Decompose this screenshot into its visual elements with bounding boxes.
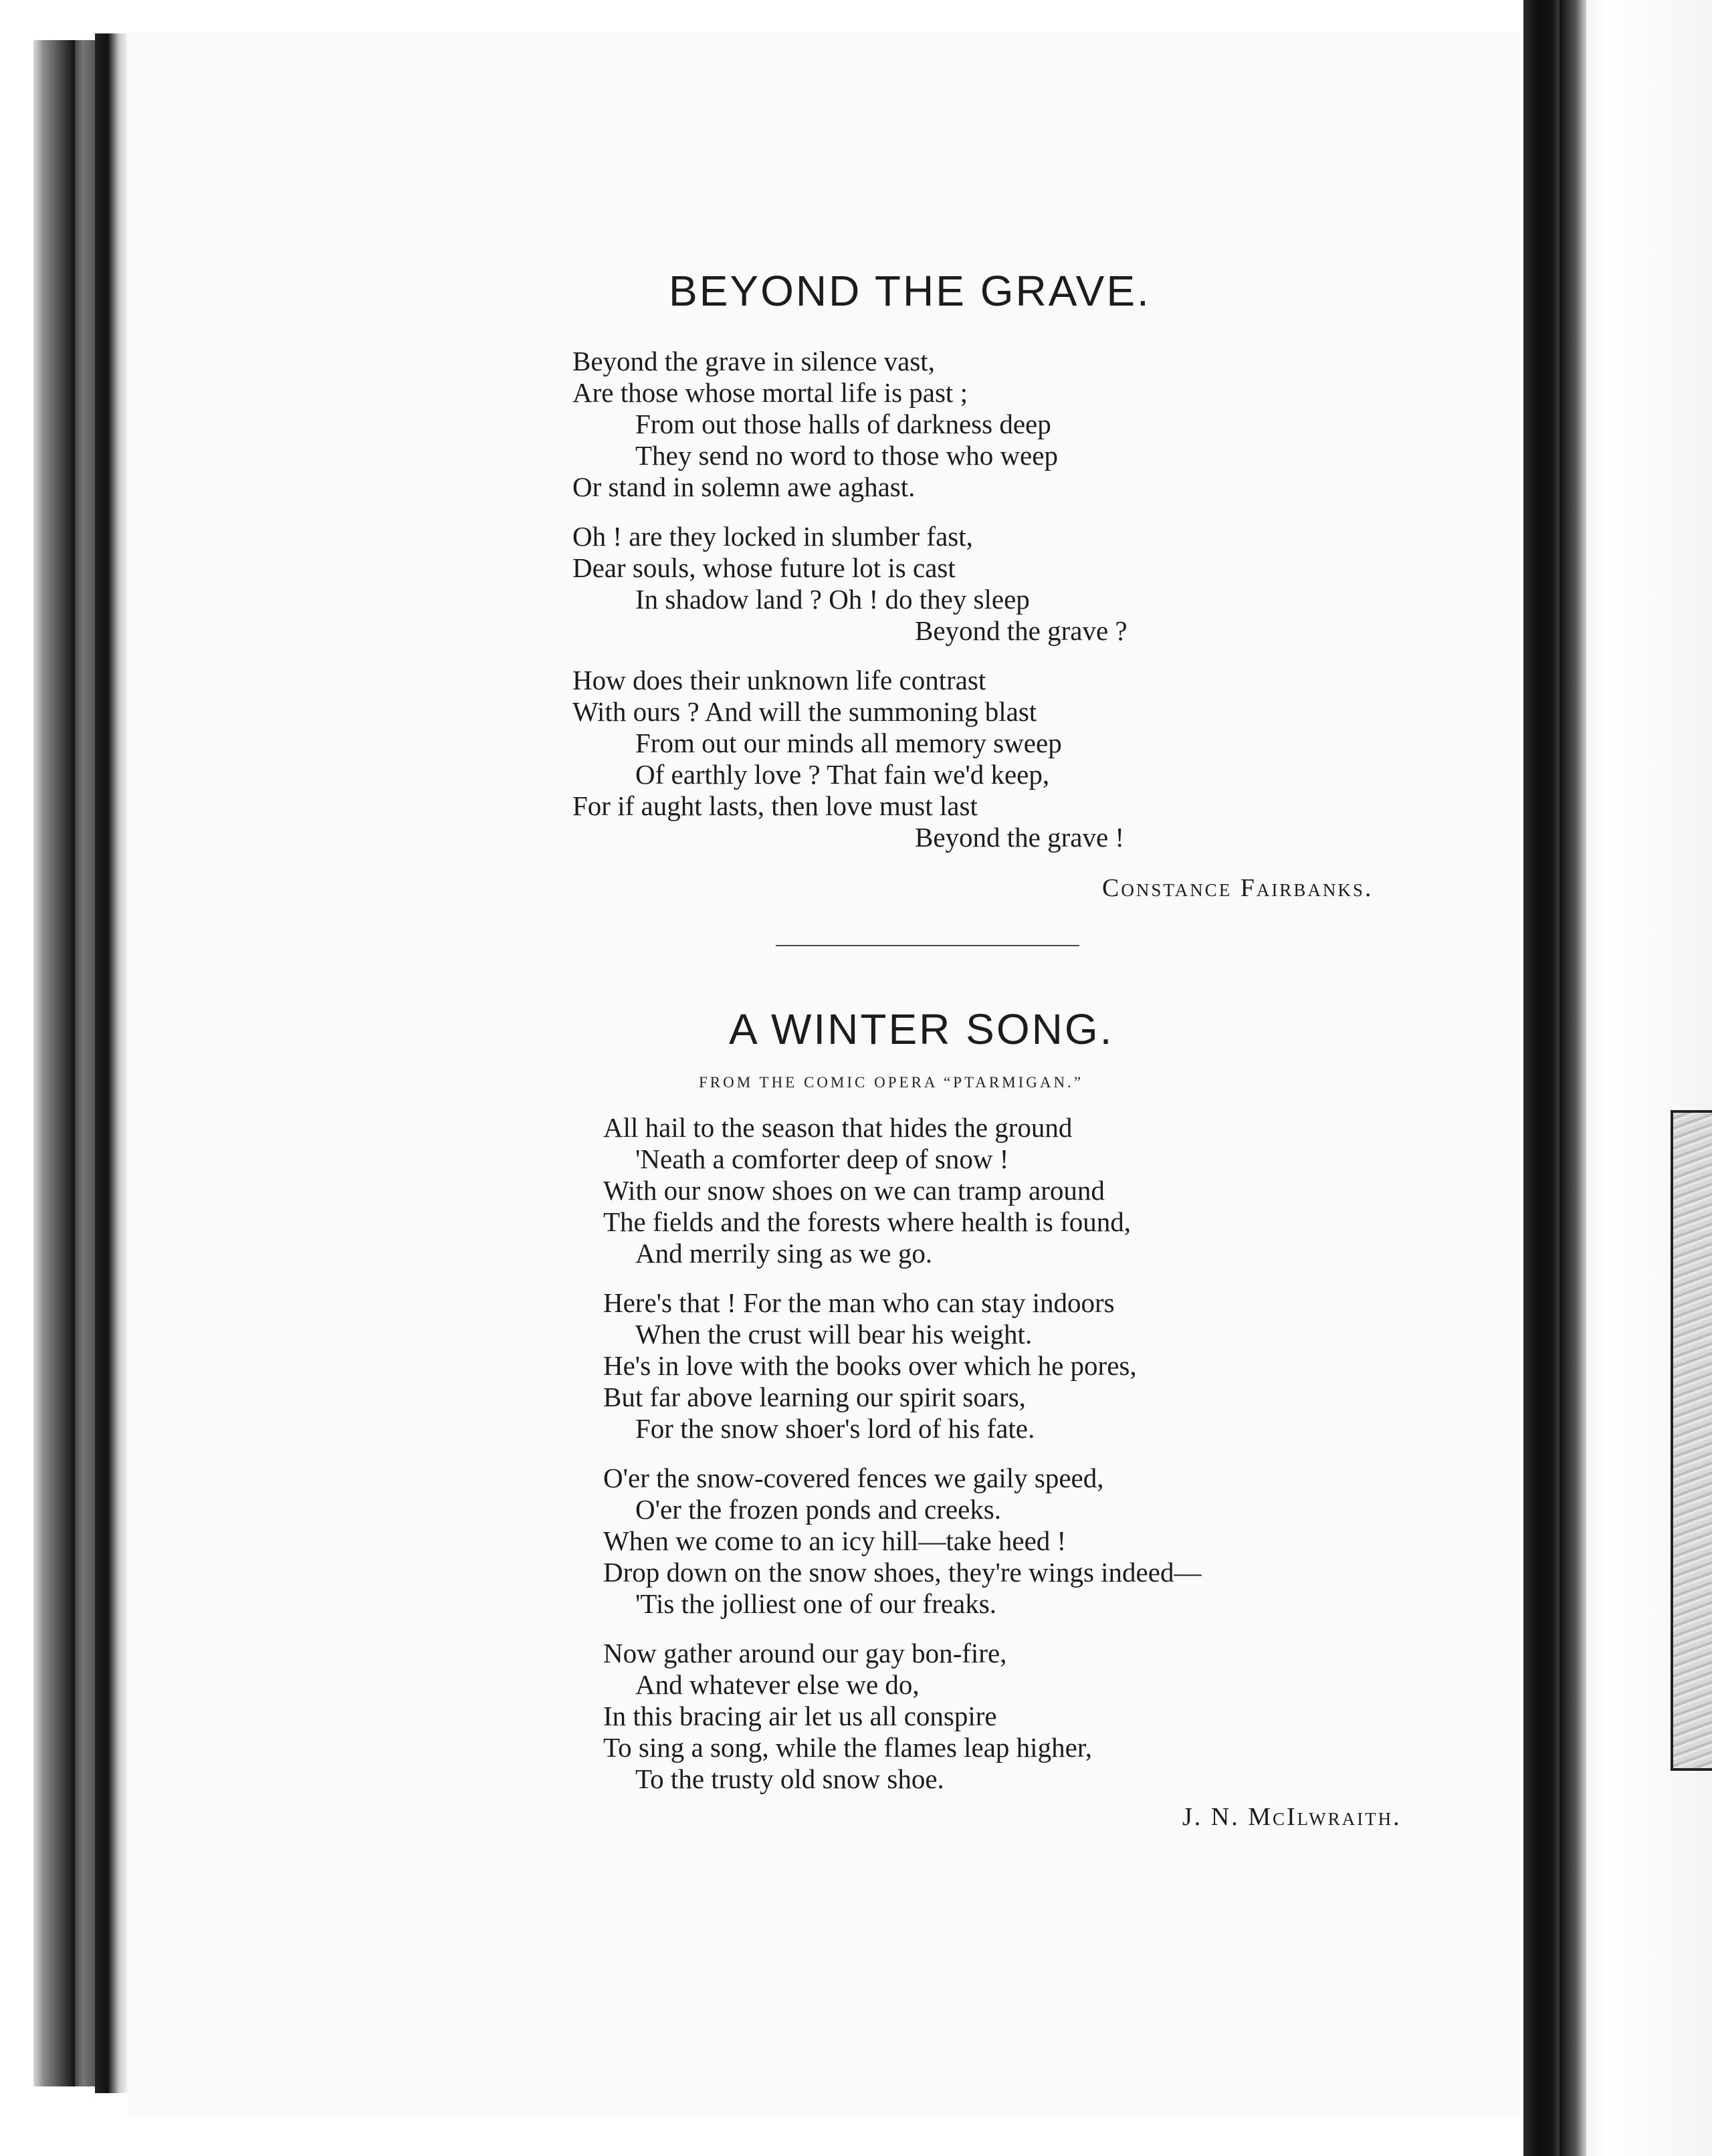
poem-body (603, 1112, 1406, 1795)
verse-line: Here's that ! For the man who can stay indoors (603, 1287, 1115, 1318)
verse-line: Or stand in solemn awe aghast. (572, 471, 916, 502)
verse-line: To the trusty old snow shoe. (635, 1763, 944, 1794)
verse-line: They send no word to those who weep (635, 440, 1058, 471)
facing-page-illustration (1671, 1110, 1712, 1771)
verse-line: Are those whose mortal life is past ; (572, 377, 968, 408)
verse-line: With ours ? And will the summoning blast (572, 696, 1037, 727)
verse-line: Oh ! are they locked in slumber fast, (572, 521, 973, 552)
book-binding-strip (75, 40, 95, 2086)
poem-subtitle: FROM THE COMIC OPERA “PTARMIGAN.” (699, 1074, 1084, 1091)
verse-line: And whatever else we do, (635, 1669, 920, 1700)
verse-line-refrain: Beyond the grave ! (915, 822, 1125, 853)
verse-line: To sing a song, while the flames leap higher, (603, 1732, 1093, 1763)
verse-line: Dear souls, whose future lot is cast (572, 552, 956, 583)
book-edge-left (33, 40, 75, 2086)
verse-line: Beyond the grave in silence vast, (572, 346, 935, 376)
poem-author: J. N. McIlwraith. (1182, 1803, 1402, 1831)
verse-line: He's in love with the books over which he pores, (603, 1350, 1137, 1381)
verse-line: O'er the snow-covered fences we gaily speed, (603, 1463, 1104, 1493)
book-spine-gutter (1523, 0, 1560, 2156)
verse-line: When we come to an icy hill—take heed ! (603, 1525, 1067, 1556)
section-divider (776, 945, 1079, 946)
verse-line: Drop down on the snow shoes, they're wings indeed— (603, 1557, 1202, 1588)
verse-line: The fields and the forests where health is found, (603, 1206, 1132, 1237)
verse-line: But far above learning our spirit soars, (603, 1382, 1026, 1412)
verse-line: 'Tis the jolliest one of our freaks. (635, 1588, 996, 1619)
verse-line: From out our minds all memory sweep (635, 728, 1062, 758)
verse-line: For the snow shoer's lord of his fate. (635, 1413, 1035, 1444)
verse-line: Now gather around our gay bon-fire, (603, 1638, 1007, 1668)
verse-line: In this bracing air let us all conspire (603, 1701, 997, 1731)
verse-line: For if aught lasts, then love must last (572, 790, 978, 821)
verse-line: When the crust will bear his weight. (635, 1319, 1033, 1350)
page-edge-left (95, 33, 127, 2093)
poem-body (572, 346, 1241, 853)
poem-author: Constance Fairbanks. (1102, 874, 1374, 902)
verse-line: 'Neath a comforter deep of snow ! (635, 1144, 1009, 1174)
scan-margin-top (75, 0, 1553, 32)
scan-margin-left (0, 0, 33, 2156)
verse-line: O'er the frozen ponds and creeks. (635, 1494, 1001, 1525)
verse-line: And merrily sing as we go. (635, 1238, 933, 1269)
verse-line: With our snow shoes on we can tramp around (603, 1175, 1105, 1206)
poem-title: BEYOND THE GRAVE. (669, 267, 1151, 315)
verse-line: How does their unknown life contrast (572, 665, 986, 695)
verse-line: From out those halls of darkness deep (635, 409, 1051, 439)
verse-line-refrain: Beyond the grave ? (915, 615, 1128, 646)
verse-line: Of earthly love ? That fain we'd keep, (635, 759, 1050, 790)
facing-page-shadow (1560, 0, 1586, 2156)
poem-title: A WINTER SONG. (729, 1005, 1114, 1053)
verse-line: All hail to the season that hides the ground (603, 1112, 1073, 1143)
verse-line: In shadow land ? Oh ! do they sleep (635, 584, 1030, 615)
